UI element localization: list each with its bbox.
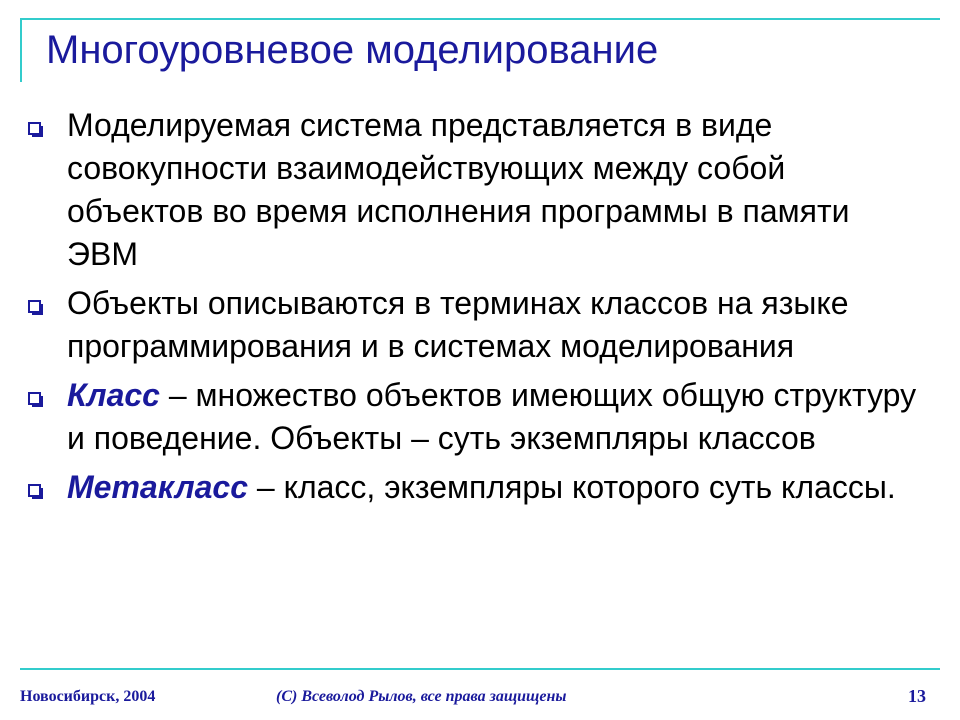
bullet-list [28, 104, 928, 515]
left-frame-line [20, 18, 22, 82]
bullet-text-1: Моделируемая система представляется в виде совокупности взаимодействующих между собой объектов во время исполнения программы в памяти ЭВМ [67, 107, 850, 272]
bullet-text-3: – множество объектов имеющих общую структуру и поведение. Объекты – суть экземпляры классов [67, 377, 917, 456]
bullet-item-4 [28, 466, 928, 509]
bullet-text-2: Объекты описываются в терминах классов на языке программирования и в системах моделирования [67, 285, 849, 364]
slide-title: Многоуровневое моделирование [46, 28, 659, 72]
bullet-item-3 [28, 374, 928, 460]
bullet-item-2 [28, 282, 928, 368]
term-class: Класс [67, 377, 160, 413]
top-frame-line [20, 18, 940, 20]
footer-city-year: Новосибирск, 2004 [20, 688, 156, 705]
term-metaclass: Метакласс [67, 469, 249, 505]
footer-copyright: (C) Всеволод Рылов, все права защищены [276, 688, 567, 705]
page-number: 13 [908, 686, 926, 706]
square-bullet-icon [28, 300, 41, 313]
bullet-text-4: – класс, экземпляры которого суть классы. [248, 469, 896, 505]
square-bullet-icon [28, 392, 41, 405]
bullet-item-1 [28, 104, 928, 276]
square-bullet-icon [28, 122, 41, 135]
bottom-frame-line [20, 668, 940, 670]
square-bullet-icon [28, 484, 41, 497]
